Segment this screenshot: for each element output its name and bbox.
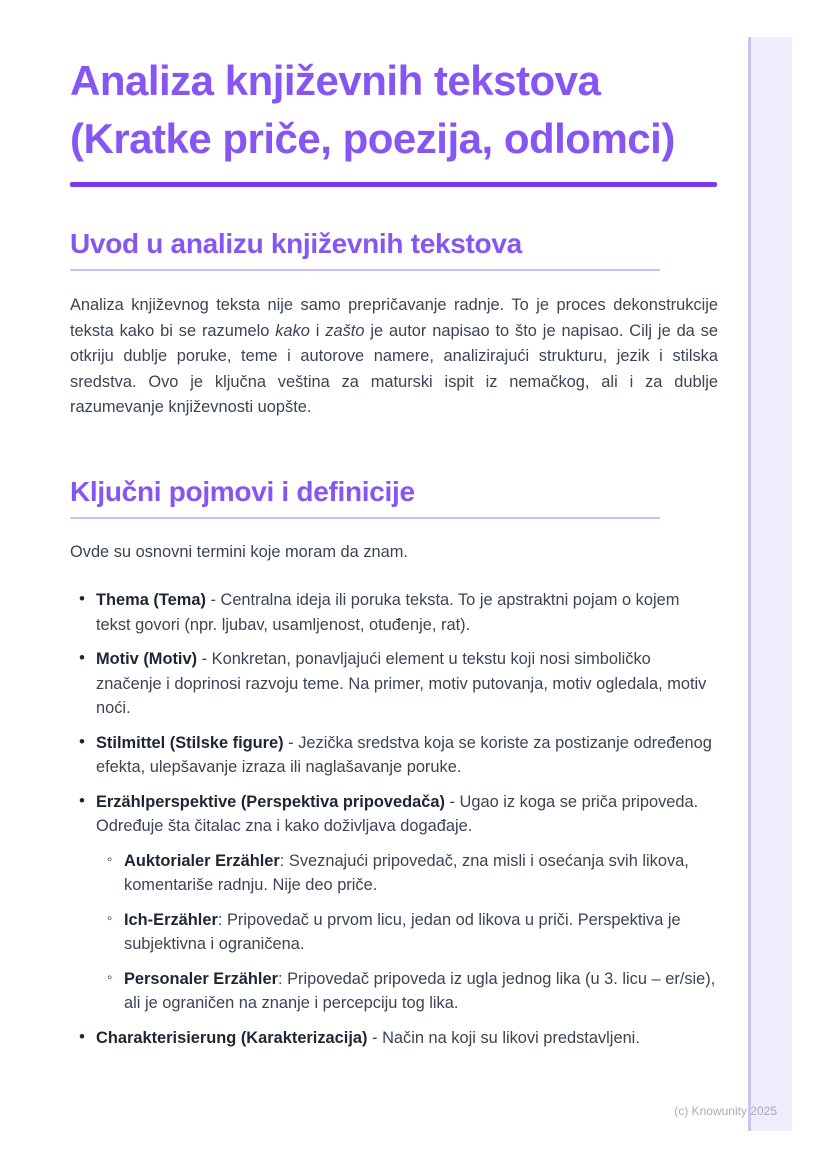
- document-content: [70, 0, 718, 1060]
- section-key-terms: [70, 475, 718, 1051]
- term-item-thema: [70, 588, 718, 637]
- term-list: [70, 588, 718, 1050]
- term-separator: -: [283, 733, 299, 752]
- copyright-note: (c) Knowunity 2025: [674, 1104, 777, 1118]
- term-name: Erzählperspektive (Perspektiva pripovedača): [96, 792, 445, 811]
- italic-word: zašto: [325, 321, 365, 340]
- term-separator: -: [444, 792, 460, 811]
- title-divider: [70, 182, 717, 187]
- paragraph-text: je autor napisao to što je napisao. Cilj je da se otkriju dublje poruke, teme i autorove namere, analizirajući strukturu, jezik i stilska sredstva. Ovo je ključna veština za maturski ispit iz nemačkog, ali i za dublje razumevanje književnosti uopšte.: [70, 321, 718, 416]
- term-description: Pripovedač u prvom licu, jedan od likova u priči. Perspektiva je subjektivna i ograničena.: [124, 910, 681, 953]
- term-item-erzaehlperspektive: [70, 790, 718, 1016]
- term-separator: :: [277, 969, 288, 988]
- term-item-stilmittel: [70, 731, 718, 780]
- paragraph-text: Analiza književnog teksta nije samo prepričavanje radnje. To je proces dekonstrukcije teksta kako bi se razumelo: [70, 296, 718, 340]
- term-description: Jezička sredstva koja se koriste za postizanje određenog efekta, ulepšavanje izraza ili naglašavanje poruke.: [96, 733, 712, 776]
- sub-item-ich-erzaehler: [96, 908, 718, 957]
- term-description: Centralna ideja ili poruka teksta. To je apstraktni pojam o kojem tekst govori (npr. ljubav, usamljenost, otuđenje, rat).: [96, 591, 680, 634]
- term-description: Sveznajući pripovedač, zna misli i osećanja svih likova, komentariše radnju. Nije deo priče.: [124, 851, 689, 894]
- intro-heading: Uvod u analizu književnih tekstova: [70, 228, 522, 259]
- term-separator: -: [367, 1028, 383, 1047]
- intro-heading-underline: [70, 269, 660, 271]
- term-separator: :: [279, 851, 289, 870]
- term-name: Motiv (Motiv): [96, 650, 198, 668]
- term-name: Auktorialer Erzähler: [124, 851, 280, 870]
- narrator-sub-list: [96, 849, 718, 1016]
- section-intro: [70, 227, 718, 421]
- term-name: Stilmittel (Stilske figure): [96, 733, 284, 752]
- page-title: Analiza književnih tekstova (Kratke priče, poezija, odlomci): [70, 57, 675, 162]
- term-separator: -: [205, 591, 221, 609]
- term-name: Personaler Erzähler: [124, 969, 278, 988]
- term-name: Charakterisierung (Karakterizacija): [96, 1028, 368, 1047]
- sub-item-auktorialer: [96, 849, 718, 898]
- paragraph-text: i: [309, 321, 326, 340]
- terms-lead: Ovde su osnovni termini koje moram da znam.: [70, 542, 408, 561]
- term-description: Način na koji su likovi predstavljeni.: [382, 1028, 640, 1047]
- terms-heading: Ključni pojmovi i definicije: [70, 475, 415, 507]
- term-description: Ugao iz koga se priča pripoveda. Određuje šta čitalac zna i kako doživljava događaje.: [96, 792, 699, 835]
- term-name: Thema (Tema): [96, 591, 206, 609]
- sub-item-personaler: [96, 967, 718, 1016]
- italic-word: kako: [275, 321, 310, 340]
- term-separator: :: [217, 910, 227, 929]
- term-name: Ich-Erzähler: [124, 910, 218, 929]
- term-description: Pripovedač pripoveda iz ugla jednog lika (u 3. licu – er/sie), ali je ograničen na znanje i percepciju tog lika.: [124, 969, 716, 1012]
- term-description: Konkretan, ponavljajući element u tekstu koji nosi simboličko značenje i doprinosi razvoju teme. Na primer, motiv putovanja, motiv ogledala, motiv noći.: [96, 650, 707, 717]
- terms-heading-underline: [70, 517, 660, 519]
- term-item-motiv: [70, 647, 718, 721]
- right-accent-bar: [748, 37, 792, 1131]
- term-item-charakterisierung: [70, 1026, 718, 1051]
- term-separator: -: [197, 650, 212, 668]
- intro-paragraph: [70, 293, 718, 421]
